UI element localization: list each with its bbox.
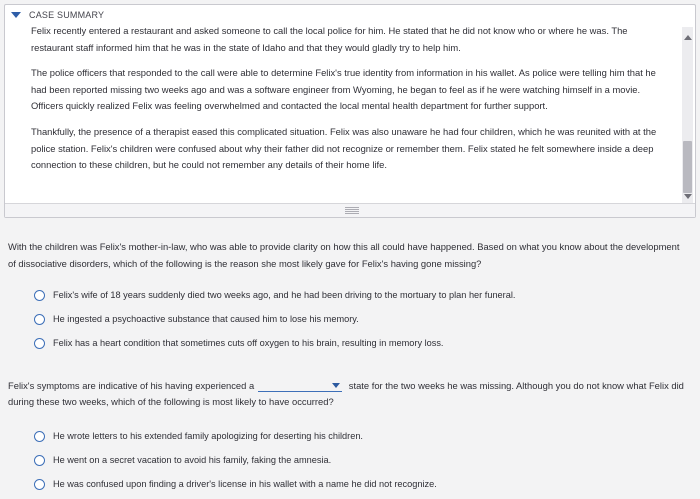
option-label[interactable]: He ingested a psychoactive substance that caused him to lose his memory.: [53, 314, 359, 324]
case-paragraph: Felix recently entered a restaurant and asked someone to call the local police for him. He stated that he did not know who or where he was. The restaurant staff informed him that he was in the state of Idaho and that they would gladly try to help him.: [31, 27, 628, 53]
case-scrollbar[interactable]: [682, 27, 693, 205]
scroll-down-arrow-icon[interactable]: [684, 194, 692, 199]
option-label[interactable]: Felix has a heart condition that sometimes cuts off oxygen to his brain, resulting in memory loss.: [53, 338, 444, 348]
option-label[interactable]: He went on a secret vacation to avoid his family, faking the amnesia.: [53, 455, 332, 465]
question-1-options: [34, 283, 515, 355]
radio-button[interactable]: [34, 455, 45, 466]
collapse-triangle-icon[interactable]: [11, 12, 21, 18]
option-label[interactable]: Felix's wife of 18 years suddenly died two weeks ago, and he had been driving to the mortuary to plan her funeral.: [53, 290, 516, 300]
question-1-option[interactable]: [34, 307, 515, 331]
question-2-text: [8, 378, 688, 410]
option-label[interactable]: He was confused upon finding a driver's license in his wallet with a name he did not recognize.: [53, 479, 437, 489]
radio-button[interactable]: [34, 431, 45, 442]
grip-icon[interactable]: [345, 207, 359, 215]
question-1-option[interactable]: [34, 283, 515, 307]
case-summary-text: [31, 27, 671, 211]
radio-button[interactable]: [34, 290, 45, 301]
radio-button[interactable]: [34, 314, 45, 325]
question-2-option[interactable]: [34, 448, 437, 472]
case-summary-title: CASE SUMMARY: [29, 10, 105, 20]
scroll-up-arrow-icon[interactable]: [684, 35, 692, 40]
question-2-text-after: state for the two weeks he was missing. Although you do not know what Felix did during these two weeks, which of the following is most likely to have occurred?: [8, 380, 684, 407]
case-summary-panel: [4, 4, 696, 218]
case-paragraph: The police officers that responded to the call were able to determine Felix's true identity from information in his wallet. As police were telling him that he had been reported missing two weeks ago and was a software engineer from Wyoming, he began to feel as if he were watching himself in a movie. Officers quickly realized Felix was feeling overwhelmed and contacted the local mental health department for further support.: [31, 67, 656, 112]
question-1-text: With the children was Felix's mother-in-law, who was able to provide clarity on how this all could have happened. Based on what you know about the development of dissociative disorders, which of the following is the reason she most likely gave for Felix's having gone missing?: [8, 241, 680, 269]
case-paragraph: Thankfully, the presence of a therapist eased this complicated situation. Felix was also unaware he had four children, which he was reunited with at the police station. Felix's children were confused about why their father did not recognize or remember them. Felix stated he felt somewhere inside a deep connection to these children, but he could not remember any details of their home life.: [31, 125, 657, 171]
panel-resize-handle[interactable]: [5, 203, 695, 217]
question-2-options: [34, 424, 437, 496]
question-2-option[interactable]: [34, 472, 437, 496]
state-dropdown[interactable]: [258, 380, 342, 392]
option-label[interactable]: He wrote letters to his extended family apologizing for deserting his children.: [53, 431, 363, 441]
radio-button[interactable]: [34, 479, 45, 490]
case-summary-toggle[interactable]: [5, 5, 695, 25]
scroll-thumb[interactable]: [683, 141, 692, 193]
dropdown-caret-icon[interactable]: [332, 383, 340, 388]
question-1-option[interactable]: [34, 331, 515, 355]
question-2-option[interactable]: [34, 424, 437, 448]
question-2-text-before: Felix's symptoms are indicative of his having experienced a: [8, 380, 255, 391]
radio-button[interactable]: [34, 338, 45, 349]
